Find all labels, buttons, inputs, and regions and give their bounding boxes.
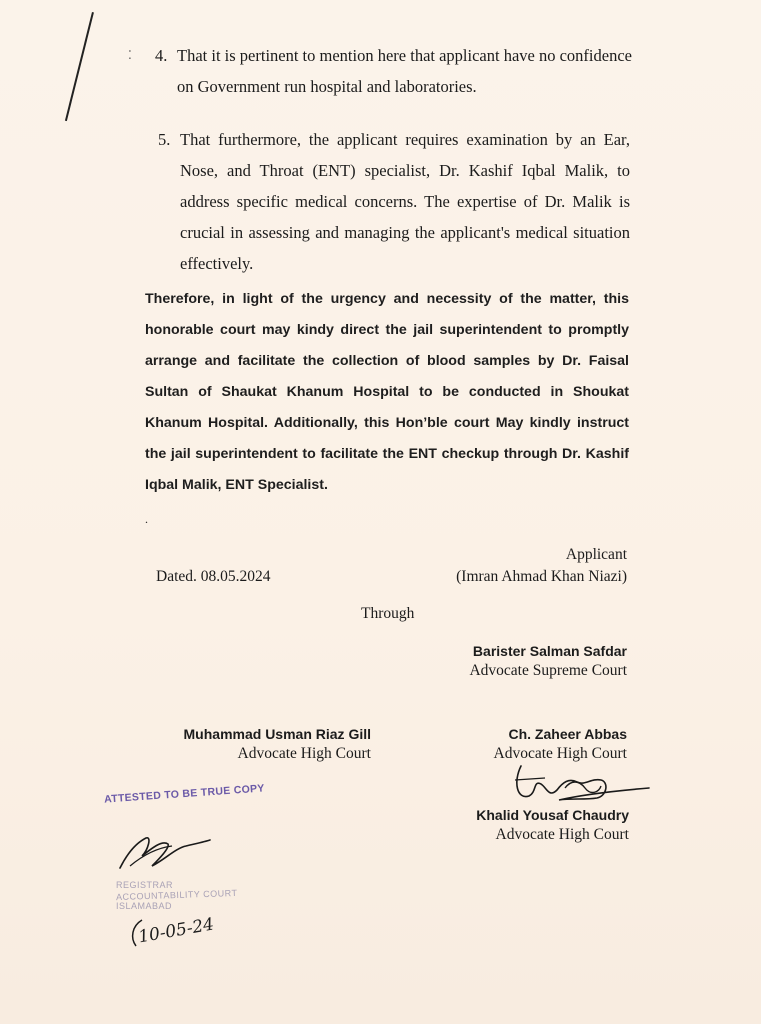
paragraph-text: That it is pertinent to mention here that applicant have no confidence on Government run hospital and laboratories.: [177, 46, 632, 96]
paragraph-text: That furthermore, the applicant requires examination by an Ear, Nose, and Throat (ENT) specialist, Dr. Kashif Iqbal Malik, to address specific medical concerns. The expertise of Dr. Malik is crucial in assessing and managing the applicant's medical situation effectively.: [180, 130, 630, 273]
handwritten-bracket: [124, 916, 154, 950]
counsel-name-salman-safdar: Barister Salman Safdar: [472, 643, 627, 659]
paragraph-4: [155, 40, 637, 102]
counsel-title-khalid-yousaf-chaudry: Advocate High Court: [495, 826, 629, 843]
paragraph-number: 5.: [158, 130, 171, 149]
counsel-name-khalid-yousaf-chaudry: Khalid Yousaf Chaudry: [476, 807, 629, 823]
counsel-title-usman-riaz-gill: Advocate High Court: [237, 745, 371, 762]
dated-line: Dated. 08.05.2024: [156, 568, 271, 585]
counsel-name-usman-riaz-gill: Muhammad Usman Riaz Gill: [183, 726, 371, 742]
handwritten-date: 10-05-24: [136, 914, 216, 948]
counsel-title-zaheer-abbas: Advocate High Court: [493, 745, 627, 762]
applicant-name: (Imran Ahmad Khan Niazi): [456, 568, 627, 585]
counsel-name-zaheer-abbas: Ch. Zaheer Abbas: [508, 726, 627, 742]
stamp-city: ISLAMABAD: [116, 901, 173, 911]
stray-mark: .: [145, 512, 148, 526]
paragraph-5: [158, 124, 630, 279]
margin-mark: ⁚: [128, 48, 132, 62]
paragraph-number: 4.: [155, 46, 168, 65]
margin-pen-stroke: [65, 12, 94, 121]
prayer-paragraph: Therefore, in light of the urgency and necessity of the matter, this honorable court may kindy direct the jail superintendent to promptly arrange and facilitate the collection of blood samples by Dr. Faisal Sultan of Shaukat Khanum Hospital to be conducted in Shoukat Khanum Hospital. Additionally, this Hon’ble court May kindly instruct the jail superintendent to facilitate the ENT checkup through Dr. Kashif Iqbal Malik, ENT Specialist.: [145, 291, 629, 494]
through-label: Through: [361, 605, 415, 622]
applicant-label: Applicant: [565, 546, 627, 563]
registrar-signature: [112, 826, 212, 876]
stamp-court: ACCOUNTABILITY COURT: [115, 887, 238, 903]
advocate-signature: [505, 758, 655, 808]
counsel-title-salman-safdar: Advocate Supreme Court: [469, 662, 627, 679]
stamp-registrar: REGISTRAR: [116, 880, 174, 890]
attested-stamp: ATTESTED TO BE TRUE COPY: [103, 782, 266, 806]
